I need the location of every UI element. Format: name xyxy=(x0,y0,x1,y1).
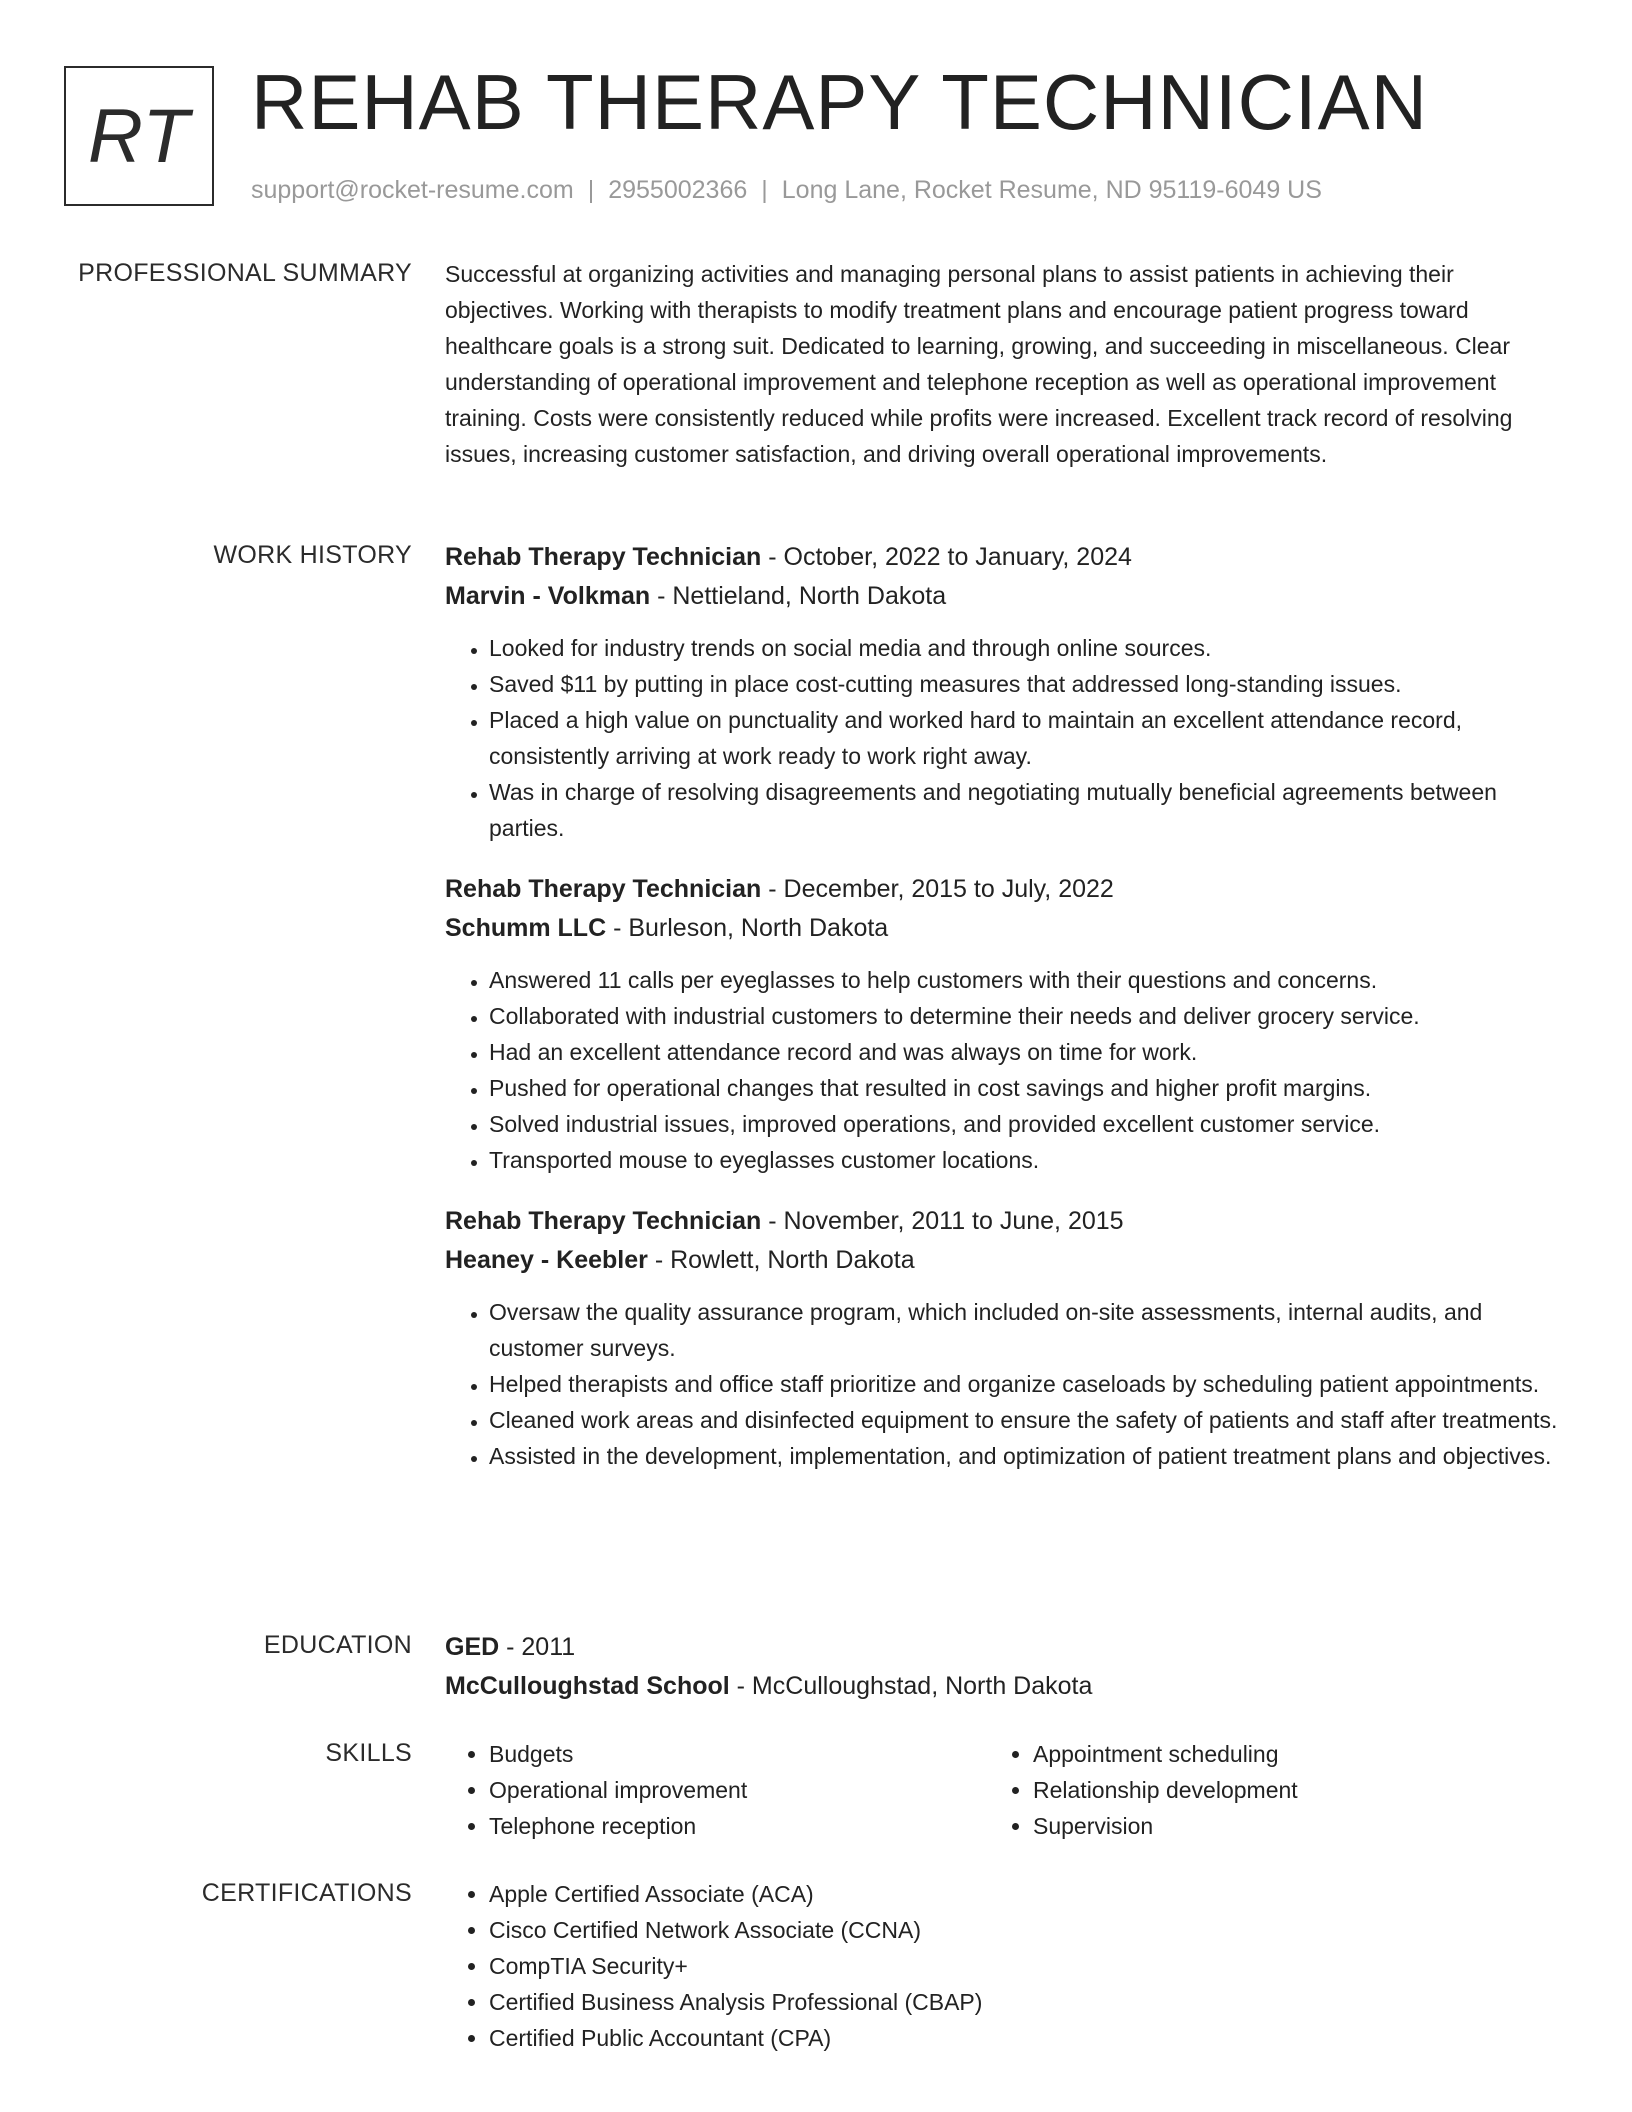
education-body xyxy=(445,1628,1565,1706)
certification-item: • Certified Business Analysis Professional (CBAP) xyxy=(489,1984,1565,2020)
job-dates: - December, 2015 to July, 2022 xyxy=(761,875,1114,903)
skills-column-right xyxy=(989,1736,1533,1844)
job-bullet: • Saved $11 by putting in place cost-cutting measures that addressed long-standing issues. xyxy=(489,666,1565,702)
job-bullet: • Looked for industry trends on social media and through online sources. xyxy=(489,630,1565,666)
section-label-summary: PROFESSIONAL SUMMARY xyxy=(78,259,412,287)
skills-column-left xyxy=(445,1736,989,1844)
job-bullet: • Collaborated with industrial customers to determine their needs and deliver grocery service. xyxy=(489,998,1565,1034)
job-bullets xyxy=(445,630,1565,846)
job-title: Rehab Therapy Technician xyxy=(445,543,762,571)
job-dates: - November, 2011 to June, 2015 xyxy=(761,1207,1124,1235)
job-company: Marvin - Volkman xyxy=(445,582,651,610)
certification-item: • Apple Certified Associate (ACA) xyxy=(489,1876,1565,1912)
contact-line xyxy=(251,173,1322,207)
education-location: - McCulloughstad, North Dakota xyxy=(729,1672,1093,1700)
job-title-line xyxy=(445,870,1565,909)
section-label-skills: SKILLS xyxy=(325,1739,412,1767)
skill-item: • Supervision xyxy=(1033,1808,1533,1844)
education-degree: GED xyxy=(445,1633,500,1661)
job-bullet: • Solved industrial issues, improved operations, and provided excellent customer service. xyxy=(489,1106,1565,1142)
skill-item: • Appointment scheduling xyxy=(1033,1736,1533,1772)
certification-item: • CompTIA Security+ xyxy=(489,1948,1565,1984)
job-company: Heaney - Keebler xyxy=(445,1246,648,1274)
skill-item: • Budgets xyxy=(489,1736,989,1772)
job-bullet: • Had an excellent attendance record and was always on time for work. xyxy=(489,1034,1565,1070)
job-bullet: • Pushed for operational changes that resulted in cost savings and higher profit margins. xyxy=(489,1070,1565,1106)
job-bullets xyxy=(445,1294,1565,1474)
job-title: Rehab Therapy Technician xyxy=(445,1207,762,1235)
education-year: - 2011 xyxy=(499,1633,576,1661)
job-bullets xyxy=(445,962,1565,1178)
summary-text: Successful at organizing activities and managing personal plans to assist patients in achieving their objectives. Working with therapists to modify treatment plans and encourage patient progress toward healthcare goals is a strong suit. Dedicated to learning, growing, and succeeding in miscellaneous. Clear understanding of operational improvement and telephone reception as well as operational improvement training. Costs were consistently reduced while profits were increased. Excellent track record of resolving issues, increasing customer satisfaction, and driving overall operational improvements. xyxy=(445,261,1513,467)
skills-grid xyxy=(445,1736,1565,1844)
skill-item: • Telephone reception xyxy=(489,1808,989,1844)
certification-item: • Certified Public Accountant (CPA) xyxy=(489,2020,1565,2056)
job-bullet: • Oversaw the quality assurance program, which included on-site assessments, internal audits, and customer surveys. xyxy=(489,1294,1565,1366)
job-title-line xyxy=(445,1202,1565,1241)
contact-separator: | xyxy=(761,176,768,204)
job-entry xyxy=(445,538,1565,846)
job-bullet: • Was in charge of resolving disagreements and negotiating mutually beneficial agreements between parties. xyxy=(489,774,1565,846)
job-bullet: • Answered 11 calls per eyeglasses to help customers with their questions and concerns. xyxy=(489,962,1565,998)
contact-separator: | xyxy=(587,176,595,204)
contact-email[interactable]: support@rocket-resume.com xyxy=(251,176,574,204)
summary-body xyxy=(445,256,1565,472)
certifications-list xyxy=(445,1876,1565,2056)
resume-title: REHAB THERAPY TECHNICIAN xyxy=(251,58,1428,146)
job-bullet: • Helped therapists and office staff prioritize and organize caseloads by scheduling patient appointments. xyxy=(489,1366,1565,1402)
job-location: - Burleson, North Dakota xyxy=(606,914,889,942)
section-label-certifications: CERTIFICATIONS xyxy=(201,1879,412,1907)
job-bullet: • Assisted in the development, implementation, and optimization of patient treatment plans and objectives. xyxy=(489,1438,1565,1474)
section-label-education: EDUCATION xyxy=(263,1631,412,1659)
job-company: Schumm LLC xyxy=(445,914,607,942)
job-location: - Nettieland, North Dakota xyxy=(650,582,947,610)
contact-phone[interactable]: 2955002366 xyxy=(608,176,748,204)
education-school: McCulloughstad School xyxy=(445,1672,730,1700)
skill-item: • Operational improvement xyxy=(489,1772,989,1808)
job-location: - Rowlett, North Dakota xyxy=(647,1246,915,1274)
contact-address: Long Lane, Rocket Resume, ND 95119-6049 US xyxy=(781,176,1322,204)
job-bullet: • Placed a high value on punctuality and worked hard to maintain an excellent attendance record, consistently arriving at work ready to work right away. xyxy=(489,702,1565,774)
job-title: Rehab Therapy Technician xyxy=(445,875,762,903)
job-dates: - October, 2022 to January, 2024 xyxy=(761,543,1132,571)
certifications-body xyxy=(445,1876,1565,2056)
monogram-logo: RT xyxy=(64,66,214,206)
education-degree-line xyxy=(445,1628,1565,1667)
job-company-line xyxy=(445,909,1565,948)
skill-item: • Relationship development xyxy=(1033,1772,1533,1808)
job-entry xyxy=(445,1202,1565,1474)
job-company-line xyxy=(445,577,1565,616)
job-bullet: • Cleaned work areas and disinfected equipment to ensure the safety of patients and staff after treatments. xyxy=(489,1402,1565,1438)
certification-item: • Cisco Certified Network Associate (CCNA) xyxy=(489,1912,1565,1948)
job-company-line xyxy=(445,1241,1565,1280)
job-bullet: • Transported mouse to eyeglasses customer locations. xyxy=(489,1142,1565,1178)
work-history-body xyxy=(445,538,1565,1498)
skills-body xyxy=(445,1736,1565,1844)
job-title-line xyxy=(445,538,1565,577)
education-school-line xyxy=(445,1667,1565,1706)
job-entry xyxy=(445,870,1565,1178)
section-label-work-history: WORK HISTORY xyxy=(213,541,412,569)
